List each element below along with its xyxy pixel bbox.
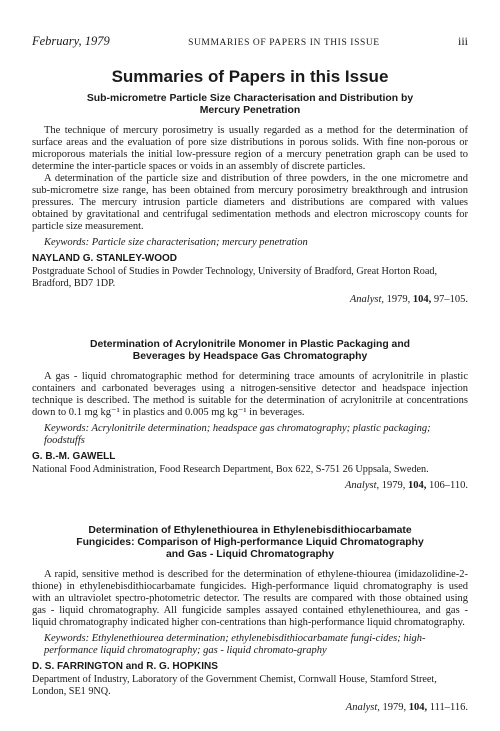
citation-year: 1979,	[382, 702, 407, 713]
citation-volume: 104,	[408, 480, 427, 491]
abstract-paragraph: A determination of the particle size and distribution of three powders, in the one micrometre and sub-micrometre size range, has been obtained from mercury porosimetry breakthrough and intrusion pressures. The mercury intrusion particle diameters and distributions are compared with values obtained by gravitational and centrifugal sedimentation methods and electron microscopy counts for particle size measurement.	[32, 173, 468, 232]
author-names: G. B.-M. GAWELL	[32, 451, 116, 462]
author-names: D. S. FARRINGTON and R. G. HOPKINS	[32, 661, 218, 672]
citation-journal: Analyst,	[345, 702, 380, 713]
citation-journal: Analyst,	[345, 480, 380, 491]
page-title: Summaries of Papers in this Issue	[111, 67, 389, 86]
keywords-text: Ethylenethiourea determination; ethylenebisdithiocarbamate fungi-cides; high-performance liquid chromatography; gas - liquid chromato-graphy	[44, 633, 426, 656]
author-names: NAYLAND G. STANLEY-WOOD	[32, 253, 178, 264]
keywords	[44, 633, 468, 657]
article-summary	[32, 525, 468, 713]
keywords-label: Keywords:	[44, 423, 90, 434]
abstract-paragraph: The technique of mercury porosimetry is usually regarded as a method for the determination of surface areas and the evaluation of pore size distributions in porous solids. With fine non-porous or microporous materials the initial low-pressure region of a mercury penetration graph can be used to determine the inter-particle spaces or voids in an assembly of discrete particles.	[32, 125, 468, 172]
article-title: Determination of Acrylonitrile Monomer in Plastic Packaging and Beverages by Headspace Gas Chromatography	[89, 339, 411, 362]
keywords	[44, 237, 468, 249]
keywords-label: Keywords:	[44, 237, 90, 248]
citation-pages: 106–110.	[429, 480, 468, 491]
issue-date: February, 1979	[32, 34, 110, 48]
citation-pages: 97–105.	[433, 294, 468, 305]
citation-volume: 104,	[408, 702, 428, 713]
author-affiliation: Department of Industry, Laboratory of the Government Chemist, Cornwall House, Stamford Street, London, SE1 9NQ.	[32, 674, 437, 697]
citation	[32, 702, 468, 713]
citation-volume: 104,	[412, 294, 432, 305]
article-title: Determination of Ethylenethiourea in Ethylenebisdithiocarbamate Fungicides: Comparison of High-performance Liquid Chromatography and Gas - Liquid Chromatography	[76, 525, 424, 560]
keywords-label: Keywords:	[44, 633, 90, 644]
running-head	[32, 34, 468, 49]
citation-pages: 111–116.	[429, 702, 468, 713]
keywords-text: Acrylonitrile determination; headspace gas chromatography; plastic packaging; foodstuffs	[44, 423, 431, 446]
article-summary	[32, 93, 468, 305]
citation-year: 1979,	[381, 480, 406, 491]
article-summary	[32, 339, 468, 491]
citation	[32, 294, 468, 305]
abstract-paragraph: A gas - liquid chromatographic method for determining trace amounts of acrylonitrile in plastic containers and carbonated beverages using a nitrogen-sensitive detector and headspace injection technique is described. The method is suitable for the determination of acrylonitrile at concentrations down to 0.1 mg kg⁻¹ in plastics and 0.005 mg kg⁻¹ in beverages.	[32, 371, 468, 418]
author-affiliation: National Food Administration, Food Research Department, Box 622, S-751 26 Uppsala, Sweden.	[32, 464, 429, 475]
citation-year: 1979,	[386, 294, 411, 305]
keywords	[44, 423, 468, 447]
journal-page	[32, 34, 468, 713]
citation	[32, 480, 468, 491]
keywords-text: Particle size characterisation; mercury penetration	[91, 237, 308, 248]
citation-journal: Analyst,	[349, 294, 384, 305]
article-title: Sub-micrometre Particle Size Characterisation and Distribution by Mercury Penetration	[86, 93, 414, 116]
author-affiliation: Postgraduate School of Studies in Powder Technology, University of Bradford, Great Horton Road, Bradford, BD7 1DP.	[32, 266, 438, 289]
page-number: iii	[457, 34, 468, 48]
section-heading: SUMMARIES OF PAPERS IN THIS ISSUE	[188, 38, 380, 48]
abstract-paragraph: A rapid, sensitive method is described for the determination of ethylene-thiourea (imidazolidine-2-thione) in ethylenebisdithiocarbamate fungicides. High-performance liquid chromatography is used with an ultraviolet spectro-photometric detector. The results are compared with those obtained using gas - liquid chromatography. All fungicide samples assayed contained ethylenethiourea, and gas - liquid chromatography indicated higher con-centrations than high-performance liquid chromatography.	[32, 569, 468, 628]
